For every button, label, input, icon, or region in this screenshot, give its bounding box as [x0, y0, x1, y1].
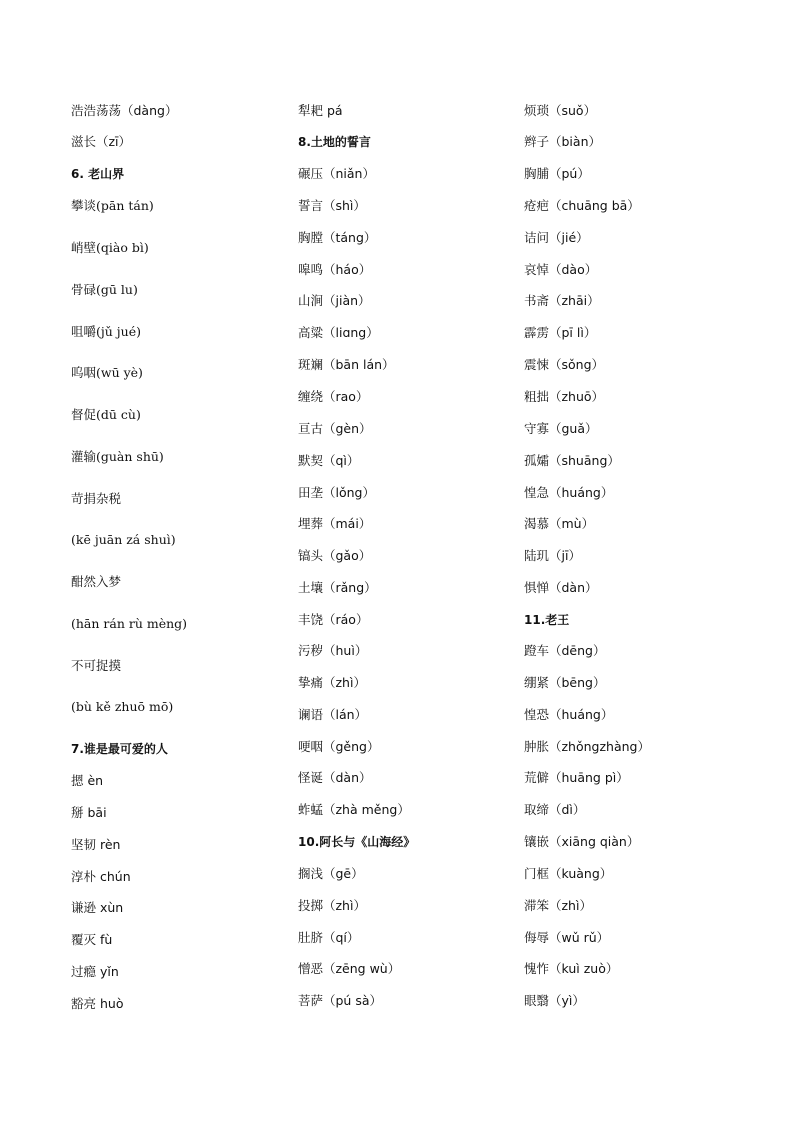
vocab-entry: 门框（kuàng）	[524, 866, 613, 881]
vocab-entry: (bù kě zhuō mō)	[71, 699, 174, 714]
vocab-entry: 憎恶（zēng wù）	[298, 961, 401, 976]
vocab-entry: 亘古（gèn）	[298, 421, 372, 436]
vocab-entry: 蹬车（dēng）	[524, 643, 606, 658]
vocab-entry: 淳朴 chún	[71, 869, 131, 884]
vocab-entry: 愧怍（kuì zuò）	[524, 961, 619, 976]
vocab-entry: 摁 èn	[71, 773, 104, 788]
vocab-entry: 骨碌(gū lu)	[71, 282, 138, 297]
vocab-entry: 挚痛（zhì）	[298, 675, 366, 690]
vocab-entry: 侮辱（wǔ rǔ）	[524, 930, 610, 945]
vocab-entry: 取缔（dì）	[524, 802, 586, 817]
section-heading: 11.老王	[524, 613, 570, 627]
vocab-entry: 酣然入梦	[71, 574, 122, 589]
vocab-entry: 默契（qì）	[298, 453, 360, 468]
vocab-entry: 咀嚼(jǔ jué)	[71, 324, 141, 339]
vocab-entry: 谰语（lán）	[298, 707, 368, 722]
vocab-entry: 碾压（niǎn）	[298, 166, 375, 181]
vocab-entry: 攀谈(pān tán)	[71, 198, 154, 213]
vocab-entry: 菩萨（pú sà）	[298, 993, 383, 1008]
vocab-entry: 田垄（lǒng）	[298, 485, 375, 500]
vocab-entry: 绷紧（bēng）	[524, 675, 606, 690]
vocab-entry: 胸膛（táng）	[298, 230, 377, 245]
section-heading: 7.谁是最可爱的人	[71, 742, 168, 756]
vocab-entry: 峭壁(qiào bì)	[71, 240, 149, 255]
vocab-entry: 嗥鸣（háo）	[298, 262, 372, 277]
vocab-entry: 渴慕（mù）	[524, 516, 595, 531]
vocab-entry: 斑斓（bān lán）	[298, 357, 395, 372]
vocab-entry: 灌输(guàn shū)	[71, 449, 164, 464]
vocab-entry: 不可捉摸	[71, 658, 122, 673]
vocab-entry: 霹雳（pī lì）	[524, 325, 597, 340]
vocab-entry: 滋长（zī）	[71, 134, 132, 149]
section-heading: 6. 老山界	[71, 167, 125, 181]
vocab-entry: 高粱（liɑng）	[298, 325, 379, 340]
vocab-entry: 惶恐（huáng）	[524, 707, 614, 722]
vocab-entry: 污秽（huì）	[298, 643, 368, 658]
vocab-entry: 蚱蜢（zhà měng）	[298, 802, 410, 817]
vocab-entry: 覆灭 fù	[71, 932, 113, 947]
vocab-entry: 诘问（jié）	[524, 230, 589, 245]
vocab-entry: 肿胀（zhǒngzhàng）	[524, 739, 650, 754]
vocab-entry: 书斋（zhāi）	[524, 293, 600, 308]
vocab-entry: 镶嵌（xiāng qiàn）	[524, 834, 640, 849]
vocab-entry: 掰 bāi	[71, 805, 107, 820]
vocab-entry: 震悚（sǒng）	[524, 357, 605, 372]
vocab-entry: 誓言（shì）	[298, 198, 366, 213]
vocab-entry: 疮疤（chuāng bā）	[524, 198, 640, 213]
vocab-entry: 陆玑（jī）	[524, 548, 581, 563]
vocab-entry: 山涧（jiàn）	[298, 293, 371, 308]
vocab-entry: 滞笨（zhì）	[524, 898, 592, 913]
vocab-entry: 胸脯（pú）	[524, 166, 590, 181]
vocab-entry: 缠绕（rao）	[298, 389, 369, 404]
vocab-entry: 犁耙 pá	[298, 103, 343, 118]
vocab-entry: 豁亮 huò	[71, 996, 124, 1011]
vocab-entry: 怪诞（dàn）	[298, 770, 372, 785]
vocab-entry: 孤孀（shuāng）	[524, 453, 620, 468]
vocab-entry: 丰饶（ráo）	[298, 612, 369, 627]
vocab-entry: 惶急（huáng）	[524, 485, 614, 500]
vocab-entry: 粗拙（zhuō）	[524, 389, 605, 404]
vocab-entry: 哽咽（gěng）	[298, 739, 380, 754]
section-heading: 10.阿长与《山海经》	[298, 835, 416, 849]
vocab-entry: 投掷（zhì）	[298, 898, 366, 913]
vocab-entry: 哀悼（dào）	[524, 262, 598, 277]
vocab-entry: 督促(dū cù)	[71, 407, 141, 422]
section-heading: 8.土地的誓言	[298, 135, 371, 149]
vocab-entry: 眼翳（yì）	[524, 993, 585, 1008]
vocab-entry: 守寡（guǎ）	[524, 421, 598, 436]
vocab-entry: 浩浩荡荡（dàng）	[71, 103, 178, 118]
vocab-entry: 镐头（gǎo）	[298, 548, 372, 563]
vocab-entry: 烦琐（suǒ）	[524, 103, 597, 118]
vocab-entry: 呜咽(wū yè)	[71, 365, 143, 380]
vocab-entry: 谦逊 xùn	[71, 900, 124, 915]
vocab-entry: 搁浅（gē）	[298, 866, 364, 881]
vocab-entry: 肚脐（qí）	[298, 930, 360, 945]
vocab-entry: 苛捐杂税	[71, 491, 122, 506]
vocab-entry: 过瘾 yǐn	[71, 964, 119, 979]
vocab-entry: 辫子（biàn）	[524, 134, 601, 149]
vocab-entry: (kē juān zá shuì)	[71, 532, 176, 547]
vocab-entry: 坚韧 rèn	[71, 837, 121, 852]
vocab-entry: 惧惮（dàn）	[524, 580, 598, 595]
vocab-entry: (hān rán rù mèng)	[71, 616, 188, 631]
vocab-entry: 荒僻（huāng pì）	[524, 770, 629, 785]
vocab-entry: 土壤（rǎng）	[298, 580, 377, 595]
vocab-entry: 埋葬（mái）	[298, 516, 372, 531]
